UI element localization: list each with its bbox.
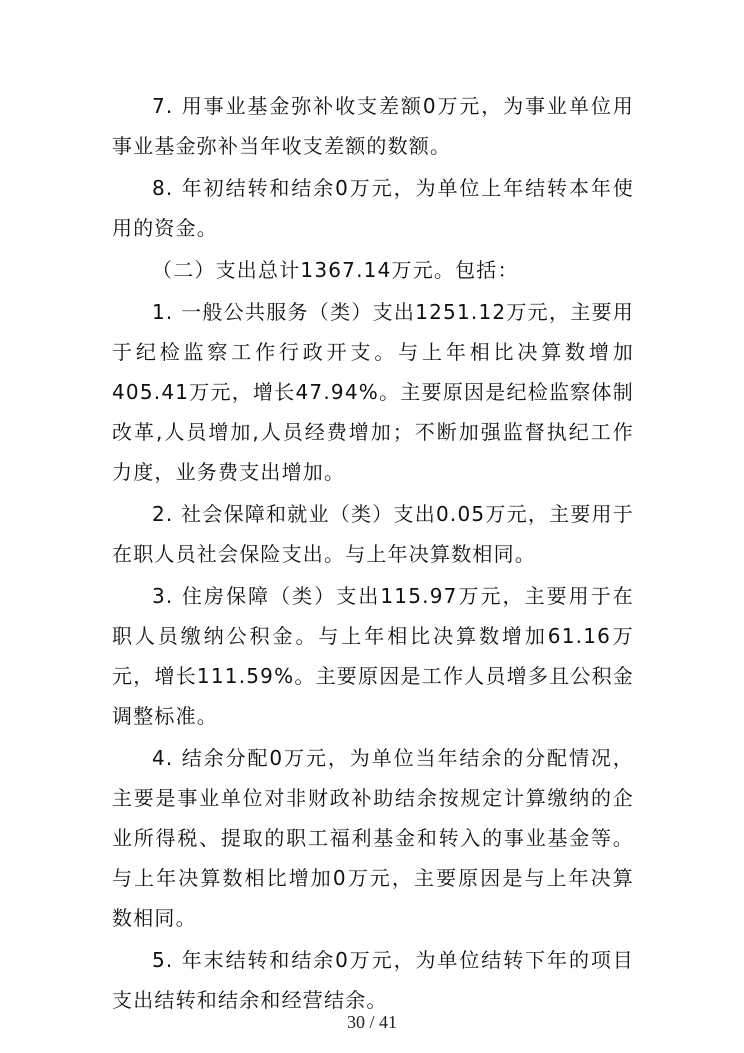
paragraph-year-end-carryover: 5. 年末结转和结余0万元，为单位结转下年的项目支出结转和结余和经营结余。 [112, 948, 634, 1012]
paragraph-item-8: 8. 年初结转和结余0万元，为单位上年结转本年使用的资金。 [112, 176, 634, 240]
paragraph-item-7: 7. 用事业基金弥补收支差额0万元，为事业单位用事业基金弥补当年收支差额的数额。 [112, 94, 634, 158]
paragraph-social-security: 2. 社会保障和就业（类）支出0.05万元，主要用于在职人员社会保险支出。与上年决算数相同。 [112, 502, 634, 566]
page-number: 30 / 41 [346, 1012, 397, 1032]
section-heading-expenditure-total: （二）支出总计1367.14万元。包括： [152, 258, 519, 282]
paragraph-housing-security: 3. 住房保障（类）支出115.97万元，主要用于在职人员缴纳公积金。与上年相比决算数增加61.16万元，增长111.59%。主要原因是工作人员增多且公积金调整标准。 [112, 584, 634, 728]
paragraph-general-public-services: 1. 一般公共服务（类）支出1251.12万元，主要用于纪检监察工作行政开支。与上年相比决算数增加405.41万元，增长47.94%。主要原因是纪检监察体制改革,人员增加,人员经费增加；不断加强监督执纪工作力度，业务费支出增加。 [112, 300, 634, 484]
document-body [112, 86, 634, 1020]
paragraph-surplus-distribution: 4. 结余分配0万元，为单位当年结余的分配情况，主要是事业单位对非财政补助结余按规定计算缴纳的企业所得税、提取的职工福利基金和转入的事业基金等。与上年决算数相比增加0万元，主要原因是与上年决算数相同。 [112, 746, 634, 930]
